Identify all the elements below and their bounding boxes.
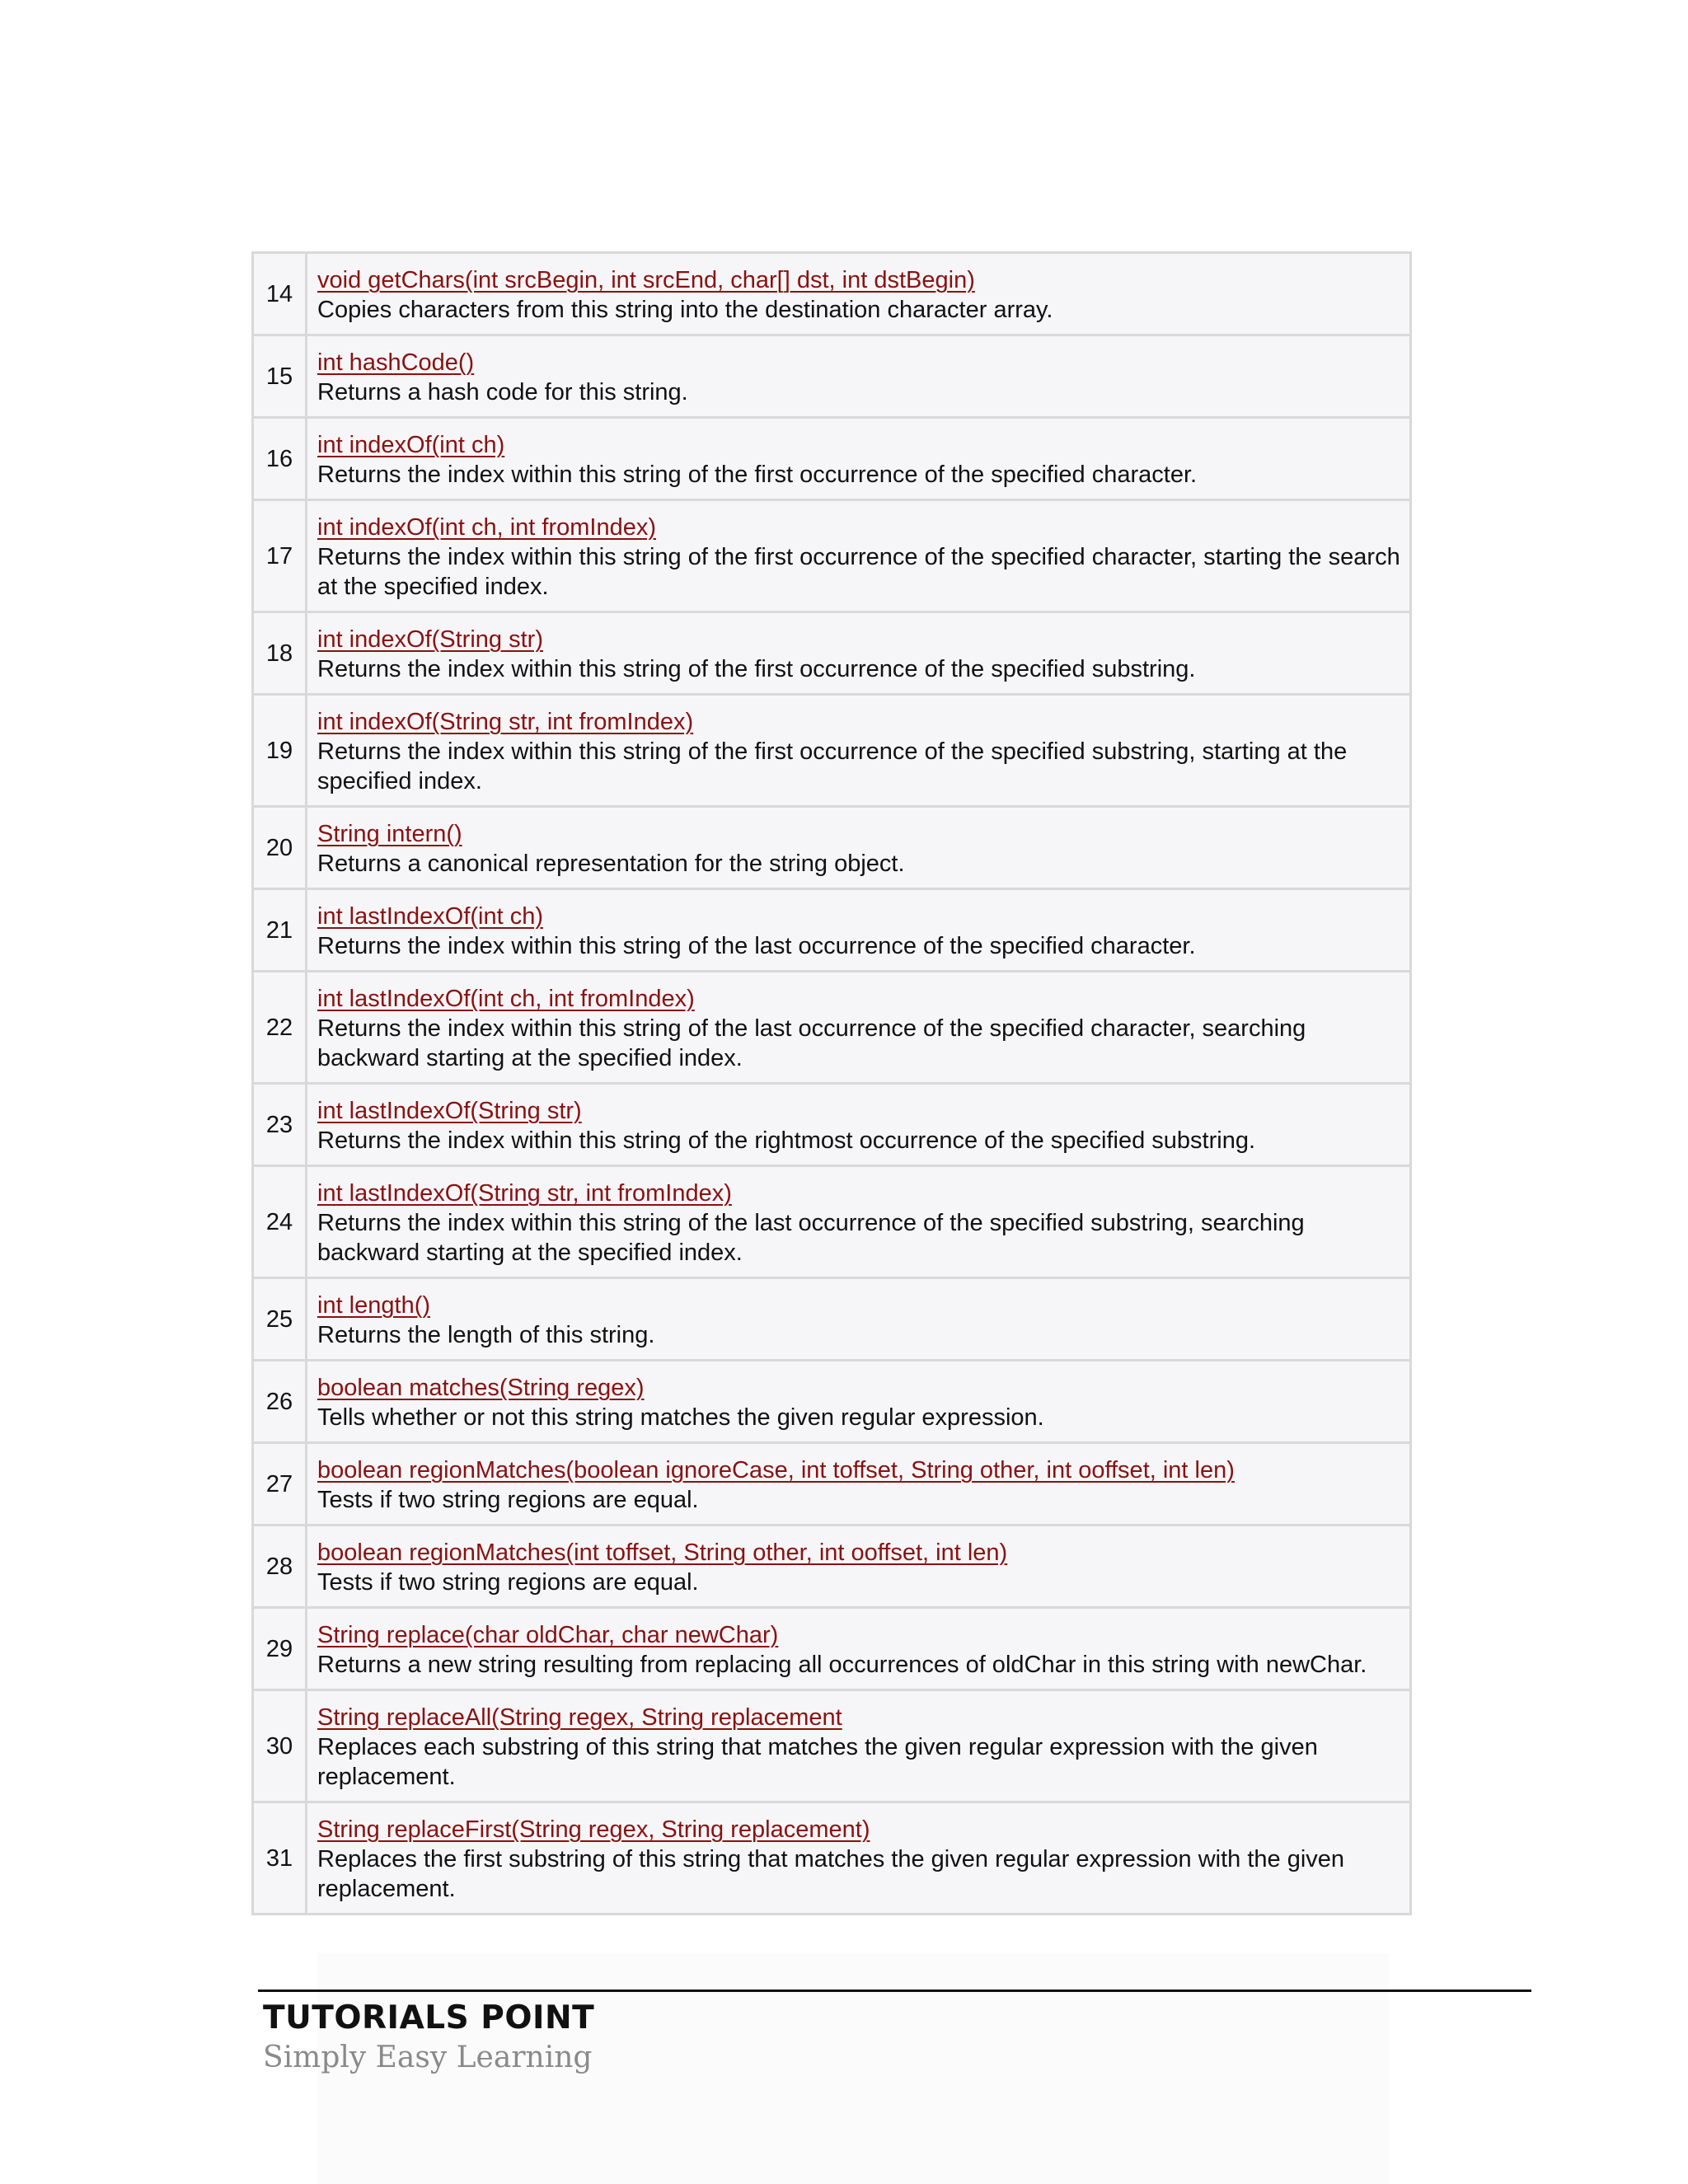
row-number: 19: [253, 695, 307, 807]
row-number: 20: [253, 807, 307, 889]
table-row: [253, 1084, 1411, 1166]
method-description: Returns the index within this string of the first occurrence of the specified character, starting the search at the specified index.: [317, 544, 1400, 600]
method-cell: [307, 612, 1411, 695]
table-row: [253, 1802, 1411, 1915]
table-row: [253, 1608, 1411, 1690]
table-row: [253, 1690, 1411, 1802]
table-row: [253, 335, 1411, 418]
method-cell: [307, 1084, 1411, 1166]
method-signature-link[interactable]: String replaceAll(String regex, String replacement: [317, 1704, 842, 1731]
row-number: 15: [253, 335, 307, 418]
method-cell: [307, 889, 1411, 972]
row-number: 22: [253, 972, 307, 1084]
method-signature-link[interactable]: String replace(char oldChar, char newChar): [317, 1622, 779, 1648]
method-cell: [307, 418, 1411, 500]
method-description: Returns a canonical representation for the string object.: [317, 851, 905, 877]
row-number: 27: [253, 1443, 307, 1526]
row-number: 24: [253, 1166, 307, 1278]
method-signature-link[interactable]: int indexOf(int ch): [317, 432, 505, 458]
method-description: Tells whether or not this string matches the given regular expression.: [317, 1404, 1044, 1431]
method-signature-link[interactable]: boolean matches(String regex): [317, 1375, 645, 1401]
row-number: 18: [253, 612, 307, 695]
method-cell: [307, 1802, 1411, 1915]
method-cell: [307, 1278, 1411, 1361]
table-row: [253, 612, 1411, 695]
method-signature-link[interactable]: boolean regionMatches(boolean ignoreCase, int toffset, String other, int ooffset, int len): [317, 1457, 1235, 1483]
table-row: [253, 1361, 1411, 1443]
table-row: [253, 253, 1411, 335]
method-description: Returns the index within this string of the first occurrence of the specified character.: [317, 462, 1198, 488]
table-row: [253, 500, 1411, 612]
row-number: 26: [253, 1361, 307, 1443]
method-description: Replaces the first substring of this string that matches the given regular expression with the given replacement.: [317, 1846, 1345, 1902]
table-row: [253, 889, 1411, 972]
footer-brand-tagline: Simply Easy Learning: [263, 2041, 593, 2074]
method-signature-link[interactable]: int indexOf(String str, int fromIndex): [317, 709, 694, 735]
method-signature-link[interactable]: void getChars(int srcBegin, int srcEnd, char[] dst, int dstBegin): [317, 267, 975, 293]
method-signature-link[interactable]: int lastIndexOf(int ch, int fromIndex): [317, 986, 695, 1012]
row-number: 23: [253, 1084, 307, 1166]
method-description: Tests if two string regions are equal.: [317, 1569, 699, 1596]
method-description: Returns the length of this string.: [317, 1322, 655, 1348]
method-cell: [307, 972, 1411, 1084]
method-cell: [307, 253, 1411, 335]
table-row: [253, 807, 1411, 889]
string-methods-table: [251, 251, 1412, 1915]
method-cell: [307, 1526, 1411, 1608]
method-signature-link[interactable]: int hashCode(): [317, 349, 475, 376]
row-number: 17: [253, 500, 307, 612]
method-description: Returns the index within this string of the last occurrence of the specified character.: [317, 933, 1196, 959]
method-signature-link[interactable]: boolean regionMatches(int toffset, String other, int ooffset, int len): [317, 1540, 1008, 1566]
method-cell: [307, 807, 1411, 889]
method-cell: [307, 695, 1411, 807]
method-cell: [307, 500, 1411, 612]
method-description: Tests if two string regions are equal.: [317, 1487, 699, 1513]
method-cell: [307, 1690, 1411, 1802]
table-row: [253, 1278, 1411, 1361]
method-description: Returns the index within this string of the first occurrence of the specified substring, starting at the specified index.: [317, 738, 1348, 794]
method-description: Copies characters from this string into the destination character array.: [317, 297, 1053, 323]
method-signature-link[interactable]: int length(): [317, 1292, 431, 1319]
footer-brand-name: TUTORIALS POINT: [263, 1999, 595, 2036]
method-cell: [307, 1361, 1411, 1443]
row-number: 21: [253, 889, 307, 972]
row-number: 31: [253, 1802, 307, 1915]
method-cell: [307, 1166, 1411, 1278]
method-cell: [307, 1608, 1411, 1690]
row-number: 14: [253, 253, 307, 335]
method-description: Replaces each substring of this string that matches the given regular expression with the given replacement.: [317, 1734, 1318, 1790]
row-number: 28: [253, 1526, 307, 1608]
method-signature-link[interactable]: String intern(): [317, 821, 462, 847]
row-number: 30: [253, 1690, 307, 1802]
table-row: [253, 695, 1411, 807]
method-description: Returns the index within this string of the last occurrence of the specified substring, searching backward starting at the specified index.: [317, 1210, 1305, 1266]
table-row: [253, 1526, 1411, 1608]
row-number: 16: [253, 418, 307, 500]
row-number: 25: [253, 1278, 307, 1361]
method-description: Returns a hash code for this string.: [317, 379, 688, 405]
method-description: Returns a new string resulting from replacing all occurrences of oldChar in this string with newChar.: [317, 1652, 1367, 1678]
footer-divider: [258, 1990, 1531, 1992]
methods-table-body: [253, 253, 1411, 1915]
method-signature-link[interactable]: int lastIndexOf(String str, int fromIndex): [317, 1180, 732, 1207]
method-signature-link[interactable]: int indexOf(String str): [317, 626, 543, 653]
row-number: 29: [253, 1608, 307, 1690]
table-row: [253, 972, 1411, 1084]
table-row: [253, 418, 1411, 500]
method-description: Returns the index within this string of the first occurrence of the specified substring.: [317, 656, 1196, 682]
method-description: Returns the index within this string of the rightmost occurrence of the specified substring.: [317, 1127, 1256, 1154]
table-row: [253, 1443, 1411, 1526]
method-description: Returns the index within this string of the last occurrence of the specified character, searching backward starting at the specified index.: [317, 1015, 1306, 1071]
method-signature-link[interactable]: int indexOf(int ch, int fromIndex): [317, 514, 656, 541]
method-signature-link[interactable]: int lastIndexOf(int ch): [317, 903, 543, 930]
method-cell: [307, 335, 1411, 418]
method-signature-link[interactable]: String replaceFirst(String regex, String replacement): [317, 1816, 870, 1843]
table-row: [253, 1166, 1411, 1278]
method-cell: [307, 1443, 1411, 1526]
method-signature-link[interactable]: int lastIndexOf(String str): [317, 1098, 582, 1124]
